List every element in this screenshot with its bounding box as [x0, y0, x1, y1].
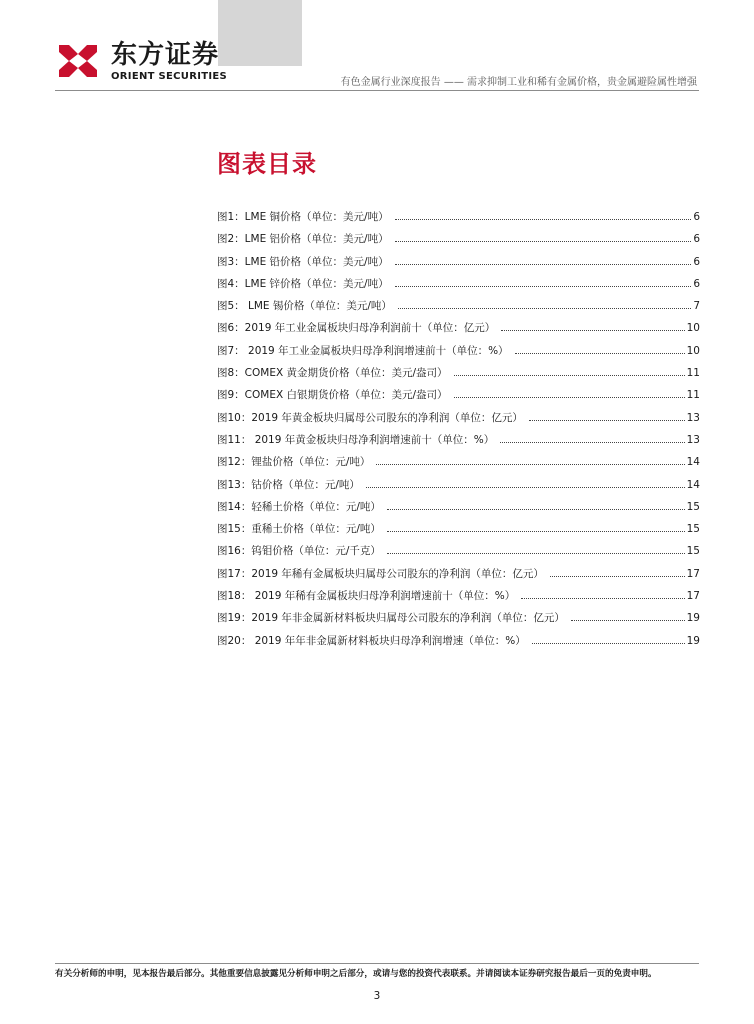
- toc-entry-page[interactable]: 7: [693, 300, 700, 313]
- toc-entry-label[interactable]: 图19：2019 年非金属新材料板块归属母公司股东的净利润（单位：亿元）: [217, 612, 565, 625]
- toc-entry-page[interactable]: 13: [686, 433, 700, 446]
- toc-entry[interactable]: [217, 366, 700, 388]
- toc-entry[interactable]: [217, 500, 700, 522]
- toc-entry-label[interactable]: 图6：2019 年工业金属板块归母净利润前十（单位：亿元）: [217, 322, 496, 335]
- page-number: 3: [373, 990, 381, 1002]
- toc-entry-page[interactable]: 17: [686, 590, 700, 603]
- toc-entry-page[interactable]: 14: [686, 478, 700, 491]
- toc-entry-page[interactable]: 10: [686, 322, 700, 335]
- toc-leader-dots: [398, 308, 691, 309]
- toc-leader-dots: [521, 598, 684, 599]
- toc-leader-dots: [387, 531, 685, 532]
- toc-entry[interactable]: [217, 232, 700, 254]
- toc-entry[interactable]: [217, 544, 700, 566]
- toc-leader-dots: [529, 420, 685, 421]
- toc-leader-dots: [550, 576, 685, 577]
- header-divider: [55, 90, 699, 91]
- toc-entry[interactable]: [217, 344, 700, 366]
- toc-entry[interactable]: [217, 522, 700, 544]
- toc-entry-page[interactable]: 19: [686, 612, 700, 625]
- toc-leader-dots: [454, 375, 685, 376]
- toc-entry[interactable]: [217, 634, 700, 656]
- toc-entry-page[interactable]: 13: [686, 411, 700, 424]
- toc-entry-label[interactable]: 图18： 2019 年稀有金属板块归母净利润增速前十（单位：%）: [217, 590, 516, 603]
- toc-entry-page[interactable]: 14: [686, 456, 700, 469]
- toc-entry-label[interactable]: 图4：LME 锌价格（单位：美元/吨）: [217, 277, 389, 290]
- toc-leader-dots: [501, 330, 684, 331]
- toc-leader-dots: [500, 442, 684, 443]
- toc-leader-dots: [532, 643, 685, 644]
- toc-leader-dots: [387, 509, 685, 510]
- toc-entry-label[interactable]: 图15：重稀土价格（单位：元/吨）: [217, 523, 381, 536]
- toc-leader-dots: [454, 397, 685, 398]
- toc-entry-page[interactable]: 10: [686, 344, 700, 357]
- toc-entry[interactable]: [217, 589, 700, 611]
- toc-leader-dots: [571, 620, 685, 621]
- toc-entry[interactable]: [217, 210, 700, 232]
- toc-entry[interactable]: [217, 388, 700, 410]
- logo-name-en: ORIENT SECURITIES: [111, 71, 228, 82]
- toc-entry-page[interactable]: 11: [686, 389, 700, 402]
- toc-entry-label[interactable]: 图12：锂盐价格（单位：元/吨）: [217, 456, 371, 469]
- toc-entry[interactable]: [217, 321, 700, 343]
- toc-entry-label[interactable]: 图14：轻稀土价格（单位：元/吨）: [217, 500, 381, 513]
- toc-leader-dots: [395, 241, 692, 242]
- toc-entry-label[interactable]: 图1：LME 铜价格（单位：美元/吨）: [217, 211, 389, 223]
- toc-entry-label[interactable]: 图2：LME 铝价格（单位：美元/吨）: [217, 233, 389, 246]
- toc-entry-label[interactable]: 图10：2019 年黄金板块归属母公司股东的净利润（单位：亿元）: [217, 411, 523, 424]
- toc-entry-page[interactable]: 6: [693, 255, 700, 268]
- toc-entry[interactable]: [217, 455, 700, 477]
- toc-leader-dots: [395, 219, 692, 220]
- toc-title: 图表目录: [217, 150, 317, 178]
- toc-leader-dots: [395, 264, 692, 265]
- toc-entry-label[interactable]: 图11： 2019 年黄金板块归母净利润增速前十（单位：%）: [217, 433, 495, 446]
- toc-entry-page[interactable]: 15: [686, 523, 700, 536]
- toc-entry-page[interactable]: 15: [686, 500, 700, 513]
- toc-entry[interactable]: [217, 567, 700, 589]
- toc-entry-label[interactable]: 图13：钴价格（单位：元/吨）: [217, 478, 360, 491]
- toc-leader-dots: [515, 353, 685, 354]
- toc-entry[interactable]: [217, 277, 700, 299]
- footer-divider: [55, 963, 699, 964]
- toc-list: [217, 210, 700, 656]
- toc-entry[interactable]: [217, 478, 700, 500]
- toc-entry-label[interactable]: 图5： LME 锡价格（单位：美元/吨）: [217, 300, 392, 313]
- footer-disclaimer: 有关分析师的申明，见本报告最后部分。其他重要信息披露见分析师申明之后部分，或请与您的投资代表联系。并请阅读本证券研究报告最后一页的免责申明。: [55, 969, 657, 979]
- header-grey-block: [218, 0, 302, 66]
- toc-entry-page[interactable]: 6: [693, 233, 700, 246]
- toc-entry[interactable]: [217, 611, 700, 633]
- toc-entry[interactable]: [217, 411, 700, 433]
- toc-entry-label[interactable]: 图7： 2019 年工业金属板块归母净利润增速前十（单位：%）: [217, 344, 509, 357]
- toc-leader-dots: [376, 464, 684, 465]
- report-header-title: 有色金属行业深度报告 —— 需求抑制工业和稀有金属价格，贵金属避险属性增强: [340, 77, 697, 88]
- toc-entry-label[interactable]: 图9：COMEX 白银期货价格（单位：美元/盎司）: [217, 389, 448, 402]
- toc-entry[interactable]: [217, 255, 700, 277]
- company-logo: [55, 40, 228, 84]
- toc-leader-dots: [387, 553, 685, 554]
- toc-entry-page[interactable]: 6: [693, 277, 700, 290]
- toc-entry-label[interactable]: 图20： 2019 年年非金属新材料板块归母净利润增速（单位：%）: [217, 634, 526, 647]
- toc-leader-dots: [366, 487, 685, 488]
- toc-entry-label[interactable]: 图16：钨钼价格（单位：元/千克）: [217, 545, 381, 558]
- toc-entry[interactable]: [217, 299, 700, 321]
- toc-entry-page[interactable]: 11: [686, 367, 700, 380]
- toc-leader-dots: [395, 286, 692, 287]
- toc-entry-label[interactable]: 图17：2019 年稀有金属板块归属母公司股东的净利润（单位：亿元）: [217, 567, 544, 580]
- toc-entry-label[interactable]: 图8：COMEX 黄金期货价格（单位：美元/盎司）: [217, 367, 448, 380]
- toc-entry-page[interactable]: 15: [686, 545, 700, 558]
- toc-entry-page[interactable]: 19: [686, 634, 700, 647]
- toc-entry-page[interactable]: 17: [686, 567, 700, 580]
- toc-entry[interactable]: [217, 433, 700, 455]
- toc-entry-label[interactable]: 图3：LME 铅价格（单位：美元/吨）: [217, 255, 389, 268]
- orient-securities-logo-mark-icon: [55, 42, 101, 80]
- logo-name-cn: 东方证券: [111, 40, 220, 70]
- toc-entry-page[interactable]: 6: [693, 211, 700, 223]
